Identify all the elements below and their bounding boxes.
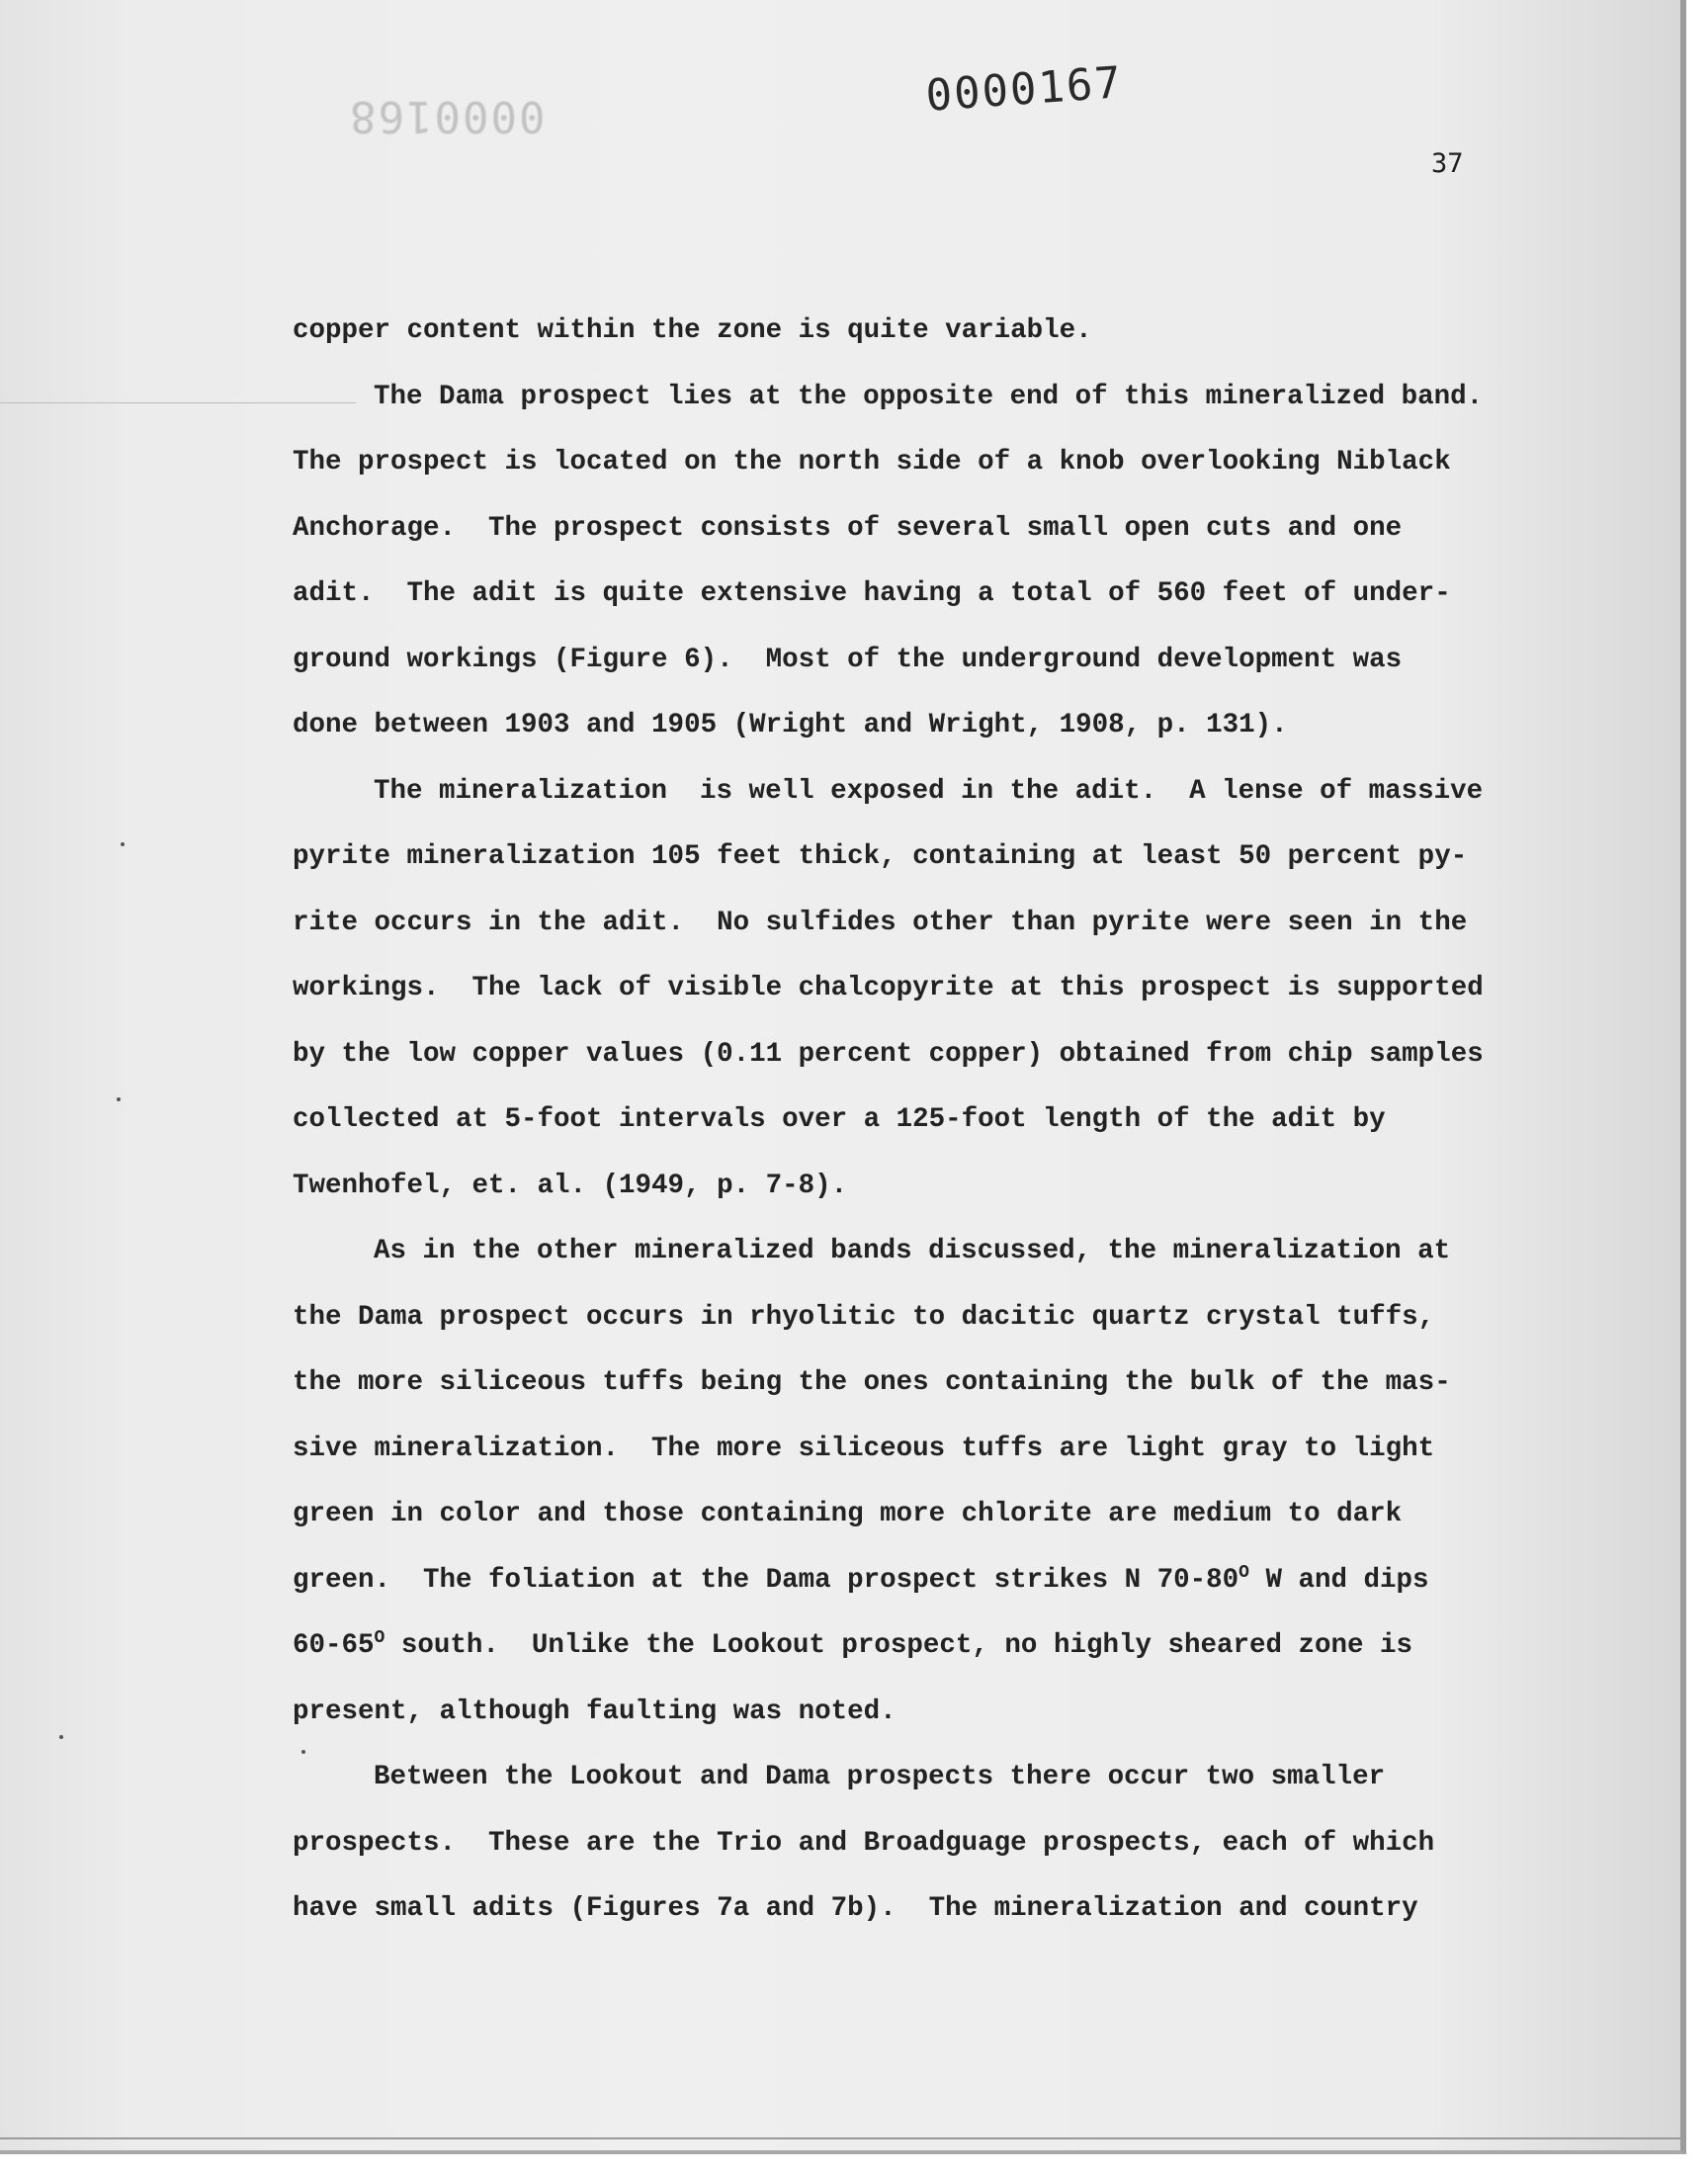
text-line: adit. The adit is quite extensive having a total of 560 feet of under- bbox=[293, 578, 1451, 609]
scan-speck bbox=[117, 1097, 121, 1101]
text-line: sive mineralization. The more siliceous tuffs are light gray to light bbox=[293, 1433, 1435, 1464]
text-segment: W and dips bbox=[1248, 1564, 1429, 1596]
text-line: ground workings (Figure 6). Most of the underground development was bbox=[293, 644, 1403, 675]
text-segment: green. The foliation at the Dama prospect strikes N 70-80 bbox=[293, 1564, 1239, 1596]
text-line: green in color and those containing more chlorite are medium to dark bbox=[293, 1499, 1403, 1529]
text-line: Between the Lookout and Dama prospects there occur two smaller bbox=[374, 1762, 1386, 1792]
text-line: done between 1903 and 1905 (Wright and Wright, 1908, p. 131). bbox=[293, 710, 1288, 740]
degree-superscript: O bbox=[374, 1627, 385, 1648]
text-line: The Dama prospect lies at the opposite end of this mineralized band. bbox=[374, 381, 1484, 412]
text-line: Twenhofel, et. al. (1949, p. 7-8). bbox=[293, 1170, 848, 1201]
text-line: workings. The lack of visible chalcopyrite at this prospect is supported bbox=[293, 973, 1484, 1003]
page-number: 37 bbox=[1431, 148, 1464, 179]
text-line: rite occurs in the adit. No sulfides other than pyrite were seen in the bbox=[293, 907, 1468, 938]
text-line: The mineralization is well exposed in the adit. A lense of massive bbox=[374, 775, 1484, 807]
degree-superscript: O bbox=[1238, 1562, 1249, 1583]
text-line: copper content within the zone is quite variable. bbox=[293, 315, 1092, 346]
text-line: have small adits (Figures 7a and 7b). The mineralization and country bbox=[293, 1893, 1418, 1924]
text-line-foliation bbox=[293, 1548, 1528, 1614]
scan-scratch bbox=[0, 402, 356, 403]
text-segment: 60-65 bbox=[293, 1630, 375, 1661]
text-segment: south. Unlike the Lookout prospect, no highly sheared zone is bbox=[384, 1630, 1412, 1661]
text-line: collected at 5-foot intervals over a 125-foot length of the adit by bbox=[293, 1104, 1386, 1135]
text-line-dips bbox=[293, 1613, 1528, 1680]
text-line: by the low copper values (0.11 percent copper) obtained from chip samples bbox=[293, 1038, 1484, 1070]
text-line: present, although faulting was noted. bbox=[293, 1696, 897, 1727]
text-line: the more siliceous tuffs being the ones containing the bulk of the mas- bbox=[293, 1367, 1451, 1398]
text-line: prospects. These are the Trio and Broadguage prospects, each of which bbox=[293, 1827, 1435, 1859]
scan-speck bbox=[301, 1750, 305, 1754]
text-line: The prospect is located on the north side of a knob overlooking Niblack bbox=[293, 447, 1451, 478]
body-text bbox=[293, 299, 1528, 1943]
text-line: pyrite mineralization 105 feet thick, containing at least 50 percent py- bbox=[293, 841, 1468, 872]
text-line: As in the other mineralized bands discussed, the mineralization at bbox=[374, 1236, 1451, 1266]
text-line: the Dama prospect occurs in rhyolitic to dacitic quartz crystal tuffs, bbox=[293, 1301, 1435, 1333]
stamp-number: 0000167 bbox=[924, 57, 1125, 122]
faded-stamp-number: 0000168 bbox=[348, 91, 546, 141]
scan-speck bbox=[121, 842, 125, 846]
scan-scratch bbox=[0, 2137, 1680, 2139]
scan-speck bbox=[59, 1735, 63, 1739]
text-line: Anchorage. The prospect consists of several small open cuts and one bbox=[293, 512, 1403, 544]
